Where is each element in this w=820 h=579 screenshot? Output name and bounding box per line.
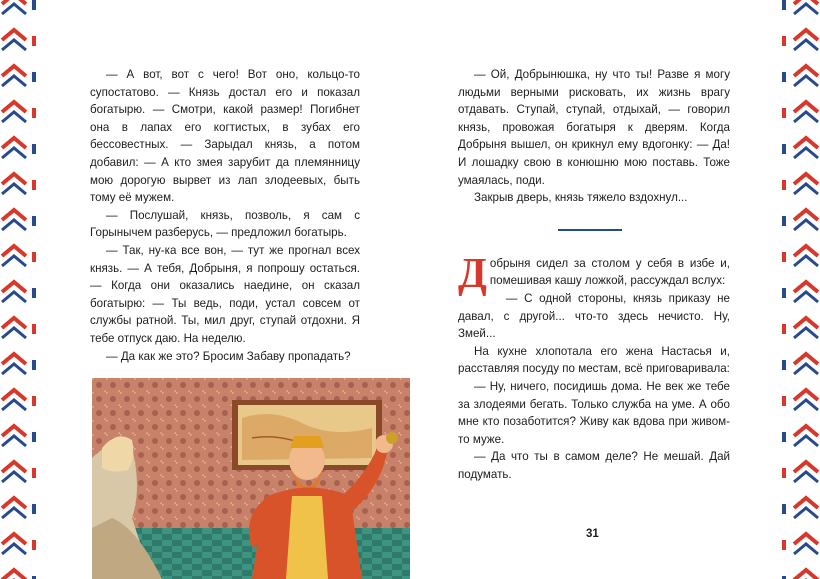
chevron-ornament-icon	[782, 426, 818, 446]
chevron-ornament-icon	[782, 570, 818, 579]
right-ornament-border	[780, 0, 820, 579]
left-text-column	[90, 66, 360, 365]
paragraph: — Да что ты в самом деле? Не мешай. Дай подумать.	[458, 450, 730, 481]
chevron-ornament-icon	[782, 246, 818, 266]
chevron-ornament-icon	[782, 282, 818, 302]
ornament-pattern	[780, 0, 820, 579]
illustration-prince-and-bogatyr	[92, 378, 410, 579]
chevron-ornament-icon	[782, 390, 818, 410]
dropcap-letter: Д	[458, 250, 487, 297]
chevron-ornament-icon	[782, 318, 818, 338]
left-ornament-border	[0, 0, 40, 579]
ornament-pattern	[0, 0, 40, 579]
chevron-ornament-icon	[2, 0, 36, 14]
chevron-ornament-icon	[782, 174, 818, 194]
paragraph: На кухне хлопотала его жена Настасья и, расставляя посуду по местам, всё приговаривала:	[458, 344, 730, 376]
illustration-image	[92, 378, 410, 579]
chevron-ornament-icon	[782, 354, 818, 374]
paragraph: — А вот, вот с чего! Вот оно, кольцо-то супостатово. — Князь достал его и показал богатырю. — Смотри, какой размер! Погибнет она в лапах его когтистых, в зубах его бессовестных. — Зарыдал князь, а потом добавил: — А кто змея зарубит да племянницу мою дорогую вырвет из лап злодеевых, быть тому её мужем.	[90, 68, 360, 205]
page-number: 31	[586, 528, 599, 540]
paragraph: — Ну, ничего, посидишь дома. Не век же тебе за злодеями бегать. Только служба на уме. А обо мне кто позаботится? Живу как вдова при живом-то муже.	[458, 379, 730, 446]
chevron-ornament-icon	[782, 210, 818, 230]
chevron-ornament-icon	[2, 570, 36, 579]
chevron-ornament-icon	[2, 30, 36, 50]
chevron-ornament-icon	[2, 426, 36, 446]
chevron-ornament-icon	[2, 174, 36, 194]
chevron-ornament-icon	[2, 282, 36, 302]
chevron-ornament-icon	[782, 534, 818, 554]
chevron-ornament-icon	[2, 318, 36, 338]
chevron-ornament-icon	[2, 534, 36, 554]
chevron-ornament-icon	[782, 102, 818, 122]
chevron-ornament-icon	[2, 498, 36, 518]
chevron-ornament-icon	[2, 138, 36, 158]
chevron-ornament-icon	[782, 138, 818, 158]
chevron-ornament-icon	[782, 0, 818, 14]
chevron-ornament-icon	[2, 354, 36, 374]
chevron-ornament-icon	[782, 30, 818, 50]
paragraph: Закрыв дверь, князь тяжело вздохнул...	[474, 191, 688, 205]
dropcap-paragraph-text: обрыня сидел за столом у себя в избе и, помешивая кашу ложкой, рассуждал вслух:	[489, 256, 730, 288]
paragraph: — С одной стороны, князь приказу не давал, с другой... что-то здесь нечисто. Ну, Змей...	[458, 291, 730, 341]
paragraph: — Ой, Добрынюшка, ну что ты! Разве я могу людьми верными рисковать, их жизнь врагу отдавать. Ступай, ступай, отдыхай, — говорил князь, провожая богатыря к дверям. Когда Добрыня вышел, он крикнул ему вдогонку: — Да! И лошадку свою в конюшню мою поставь. Тоже умаялась, поди.	[458, 68, 730, 187]
chevron-ornament-icon	[782, 462, 818, 482]
paragraph: — Так, ну-ка все вон, — тут же прогнал всех князь. — А тебя, Добрыня, я попрошу остаться. — Когда они оказались наедине, он сказал богатырю: — Ты ведь, поди, устал совсем от службы ратной. Ты, мил друг, ступай отдохни. Я тебе отпуск даю. На неделю.	[90, 243, 360, 345]
chevron-ornament-icon	[2, 390, 36, 410]
chevron-ornament-icon	[2, 210, 36, 230]
chevron-ornament-icon	[2, 246, 36, 266]
dropcap-paragraph	[458, 250, 730, 297]
paragraph: — Послушай, князь, позволь, я сам с Горынычем разберусь, — предложил богатырь.	[90, 208, 360, 240]
chevron-ornament-icon	[2, 102, 36, 122]
right-text-column	[458, 66, 730, 483]
chevron-ornament-icon	[782, 498, 818, 518]
paragraph: — Да как же это? Бросим Забаву пропадать?	[106, 349, 351, 363]
chevron-ornament-icon	[2, 462, 36, 482]
chevron-ornament-icon	[2, 66, 36, 86]
section-divider	[558, 229, 622, 231]
chevron-ornament-icon	[782, 66, 818, 86]
